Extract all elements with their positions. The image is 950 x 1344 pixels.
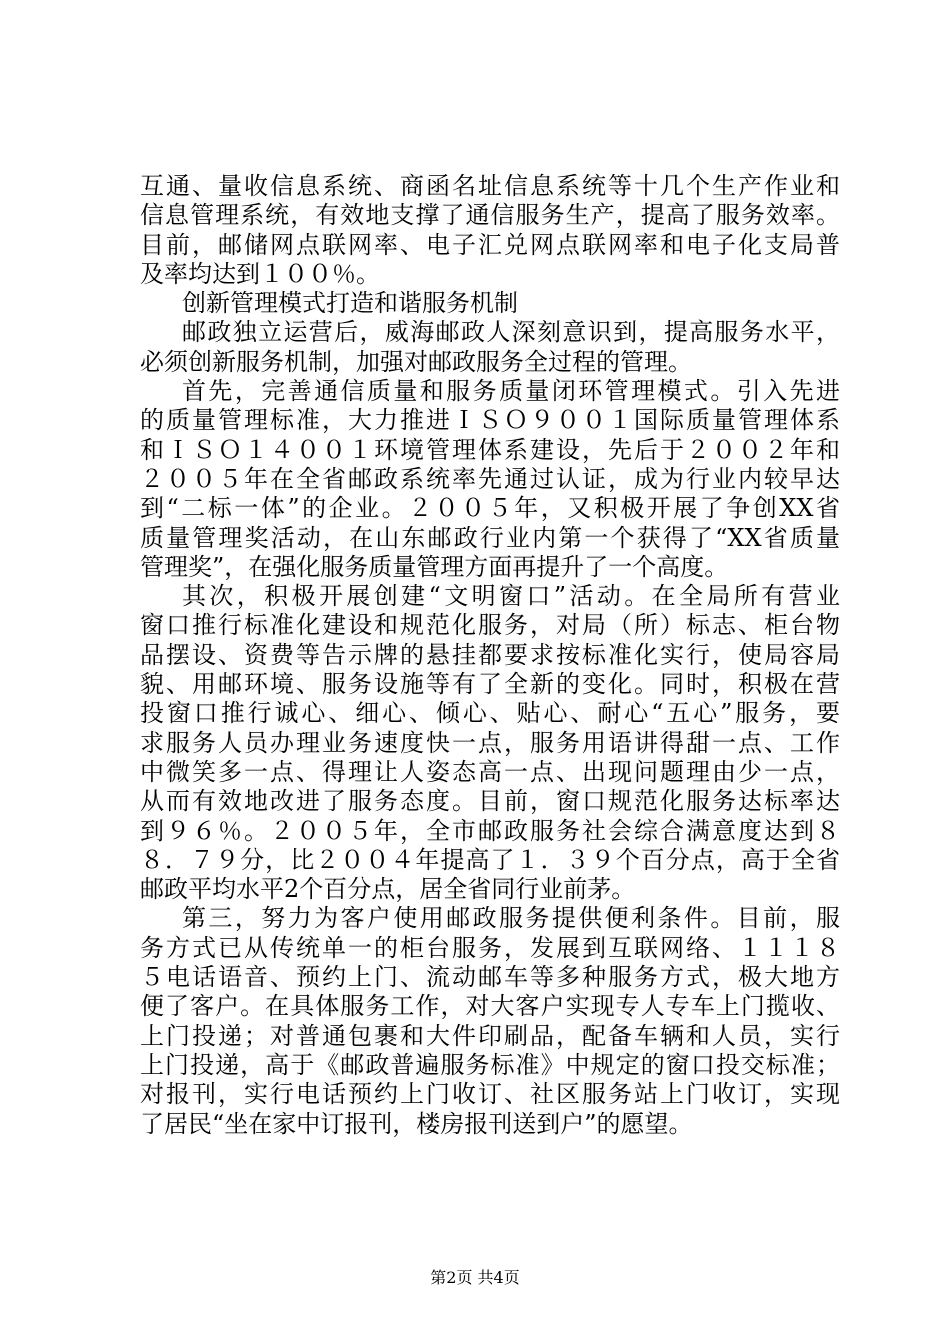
text-line: 邮政平均水平2个百分点，居全省同行业前茅。 [140,875,636,904]
text-line: 务方式已从传统单一的柜台服务，发展到互联网络、１１１８ [140,933,840,962]
text-line: 上门投递；对普通包裹和大件印刷品，配备车辆和人员，实行 [140,1021,840,1050]
document-body [140,172,840,1139]
text-line: ２００５年在全省邮政系统率先通过认证，成为行业内较早达 [140,464,840,493]
text-line: 及率均达到１００％。 [140,259,380,288]
text-line: 貌、用邮环境、服务设施等有了全新的变化。同时，积极在营 [140,670,840,699]
text-line: ８．７９分，比２００４年提高了１．３９个百分点，高于全省 [140,845,840,874]
page-footer: 第2页 共4页 [430,1268,520,1287]
text-line: ５电话语音、预约上门、流动邮车等多种服务方式，极大地方 [140,963,840,992]
text-line: 上门投递，高于《邮政普遍服务标准》中规定的窗口投交标准； [140,1050,840,1079]
text-line: 求服务人员办理业务速度快一点，服务用语讲得甜一点、工作 [140,728,840,757]
text-line: 管理奖”，在强化服务质量管理方面再提升了一个高度。 [140,552,729,581]
text-line: 到“二标一体”的企业。２００５年，又积极开展了争创XX省 [140,494,840,523]
text-line: 到９６％。２００５年，全市邮政服务社会综合满意度达到８ [140,816,840,845]
text-line: 窗口推行标准化建设和规范化服务，对局（所）标志、柜台物 [140,611,840,640]
text-line: 投窗口推行诚心、细心、倾心、贴心、耐心“五心”服务，要 [140,699,840,728]
text-line: 中微笑多一点、得理让人姿态高一点、出现问题理由少一点， [140,757,840,786]
text-line: 第三，努力为客户使用邮政服务提供便利条件。目前，服 [182,904,840,933]
text-line: 便了客户。在具体服务工作，对大客户实现专人专车上门揽收、 [140,992,840,1021]
text-line: 必须创新服务机制，加强对邮政服务全过程的管理。 [140,347,692,376]
text-line: 首先，完善通信质量和服务质量闭环管理模式。引入先进 [182,377,840,406]
text-line: 从而有效地改进了服务态度。目前，窗口规范化服务达标率达 [140,787,840,816]
text-line: 和ＩＳＯ１４００１环境管理体系建设，先后于２００２年和 [140,435,840,464]
text-line: 的质量管理标准，大力推进ＩＳＯ９００１国际质量管理体系 [140,406,840,435]
text-line: 信息管理系统，有效地支撑了通信服务生产，提高了服务效率。 [140,201,840,230]
text-line: 品摆设、资费等告示牌的悬挂都要求按标准化实行，使局容局 [140,640,840,669]
text-line: 邮政独立运营后，威海邮政人深刻意识到，提高服务水平， [182,318,840,347]
text-line: 互通、量收信息系统、商函名址信息系统等十几个生产作业和 [140,172,840,200]
text-line: 其次，积极开展创建“文明窗口”活动。在全局所有营业 [182,582,840,611]
text-line: 创新管理模式打造和谐服务机制 [182,289,518,318]
text-line: 目前，邮储网点联网率、电子汇兑网点联网率和电子化支局普 [140,230,840,259]
text-line: 了居民“坐在家中订报刊，楼房报刊送到户”的愿望。 [140,1109,693,1138]
text-line: 对报刊，实行电话预约上门收订、社区服务站上门收订，实现 [140,1080,840,1109]
text-line: 质量管理奖活动，在山东邮政行业内第一个获得了“XX省质量 [140,523,840,552]
